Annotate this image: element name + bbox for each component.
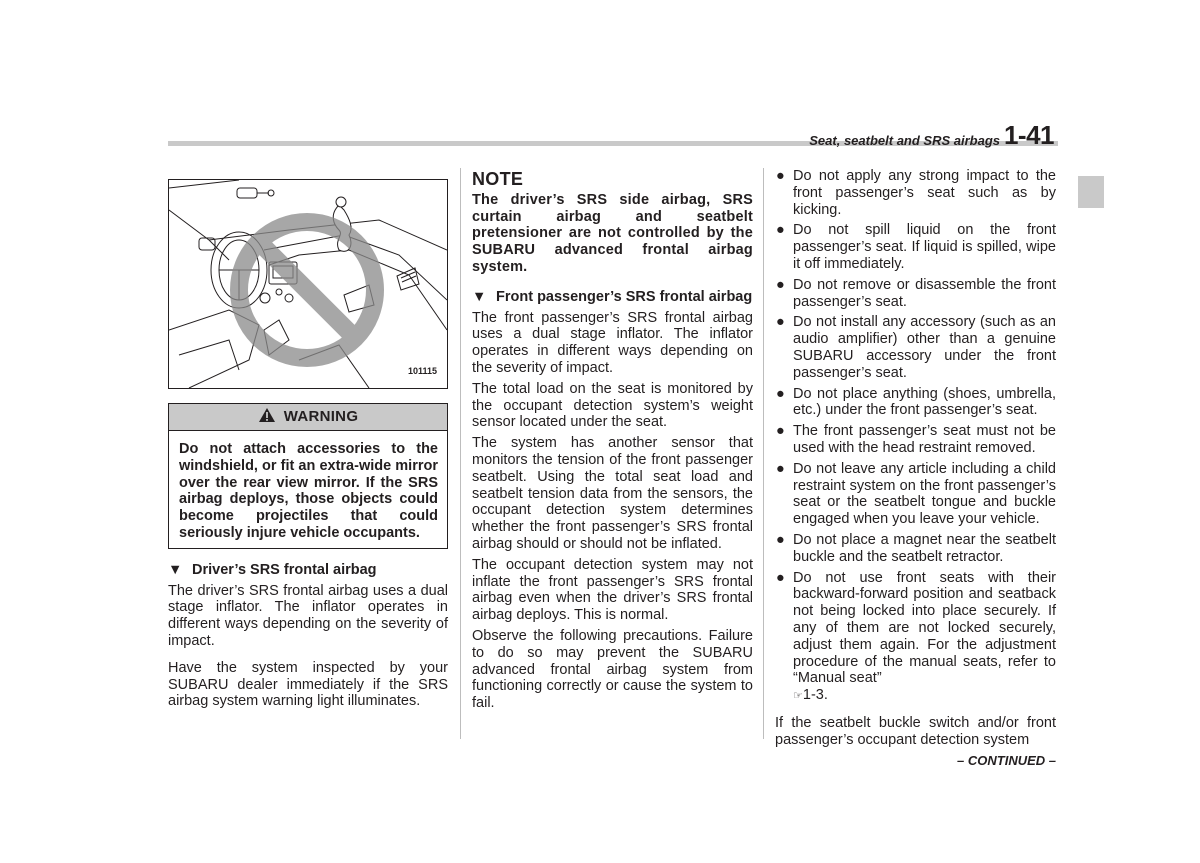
passenger-airbag-heading (472, 289, 753, 306)
warning-body: Do not attach accessories to the windshield, or fit an extra-wide mirror over the rear view mirror. If the SRS airbag deploys, those objects could become projectiles that could seriously injure vehicle occupants. (179, 441, 438, 541)
column-1 (168, 168, 448, 714)
paragraph: The system has another sensor that monitors the tension of the front passenger seatbelt. Using the total seat load and seatbelt tension data from the sensors, the occupant detection system determines whether the front passenger’s SRS frontal airbag should or should not be inflated. (472, 435, 753, 552)
list-item: ● Do not remove or disassemble the front passenger’s seat. (776, 276, 1056, 310)
column-3 (775, 168, 1056, 769)
list-item: ● Do not leave any article including a child restraint system on the front passenger’s seat or the seatbelt tongue and buckle engaged when you leave your vehicle. (776, 460, 1056, 528)
list-item: ● Do not apply any strong impact to the front passenger’s seat such as by kicking. (776, 168, 1056, 218)
no-accessories-windshield-icon (169, 180, 447, 388)
page-number: 1-41 (1003, 120, 1054, 150)
heading-text: Driver’s SRS frontal airbag (192, 561, 377, 578)
warning-header (169, 404, 447, 431)
note-title: NOTE (472, 169, 524, 189)
figure-code: 101115 (407, 366, 437, 377)
note-body: The driver’s SRS side airbag, SRS curtain airbag and seatbelt pretensioner are not controlled by the SUBARU advanced frontal airbag system. (472, 191, 753, 275)
list-item: ● Do not install any accessory (such as an audio amplifier) other than a genuine SUBARU accessory under the front passenger’s seat. (776, 314, 1056, 381)
windshield-accessory-figure (168, 179, 448, 389)
driver-airbag-heading (168, 562, 448, 579)
paragraph: The total load on the seat is monitored by the occupant detection system’s weight sensor located under the seat. (472, 380, 753, 431)
warning-box (168, 403, 448, 549)
list-item: ● Do not use front seats with their backward-forward position and seatback not being locked into place securely. If any of them are not locked securely, adjust them again. For the adjustment procedure of the manual seats, refer to “Manual seat” ☞1-3. (776, 569, 1056, 704)
triangle-down-icon: ▼ (168, 561, 183, 578)
column-divider (763, 168, 764, 739)
heading-text: Front passenger’s SRS frontal airbag (496, 288, 753, 305)
pointing-hand-icon: ☞ (793, 690, 803, 703)
chapter-tab (1078, 176, 1104, 208)
list-item: ● Do not place anything (shoes, umbrella, etc.) under the front passenger’s seat. (776, 385, 1056, 419)
triangle-down-icon: ▼ (472, 288, 487, 305)
paragraph: If the seatbelt buckle switch and/or front passenger’s occupant detection system (775, 714, 1056, 748)
list-item: ● The front passenger’s seat must not be used with the head restraint removed. (776, 423, 1056, 456)
paragraph: Observe the following precautions. Failure to do so may prevent the SUBARU advanced frontal airbag system from functioning correctly or cause the system to fail. (472, 627, 753, 712)
paragraph: The front passenger’s SRS frontal airbag uses a dual stage inflator. The inflator operates in different ways depending on the severity of impact. (472, 309, 753, 376)
paragraph: Have the system inspected by your SUBARU dealer immediately if the SRS airbag system warning light illuminates. (168, 659, 448, 710)
list-item: ● Do not spill liquid on the front passenger’s seat. If liquid is spilled, wipe it off immediately. (776, 222, 1056, 272)
column-2 (472, 168, 753, 716)
list-item: ● Do not place a magnet near the seatbelt buckle and the seatbelt retractor. (776, 531, 1056, 565)
paragraph: The driver’s SRS frontal airbag uses a dual stage inflator. The inflator operates in different ways depending on the severity of impact. (168, 582, 448, 649)
paragraph: The occupant detection system may not inflate the front passenger’s SRS frontal airbag even when the driver’s SRS frontal airbag deploys. This is normal. (472, 556, 753, 624)
continued-label: – CONTINUED – (957, 752, 1056, 768)
warning-title: WARNING (283, 407, 359, 425)
page-reference: 1-3. (802, 687, 828, 704)
section-title: Seat, seatbelt and SRS airbags (809, 133, 1000, 148)
column-divider (460, 168, 461, 739)
warning-triangle-icon (258, 407, 276, 428)
